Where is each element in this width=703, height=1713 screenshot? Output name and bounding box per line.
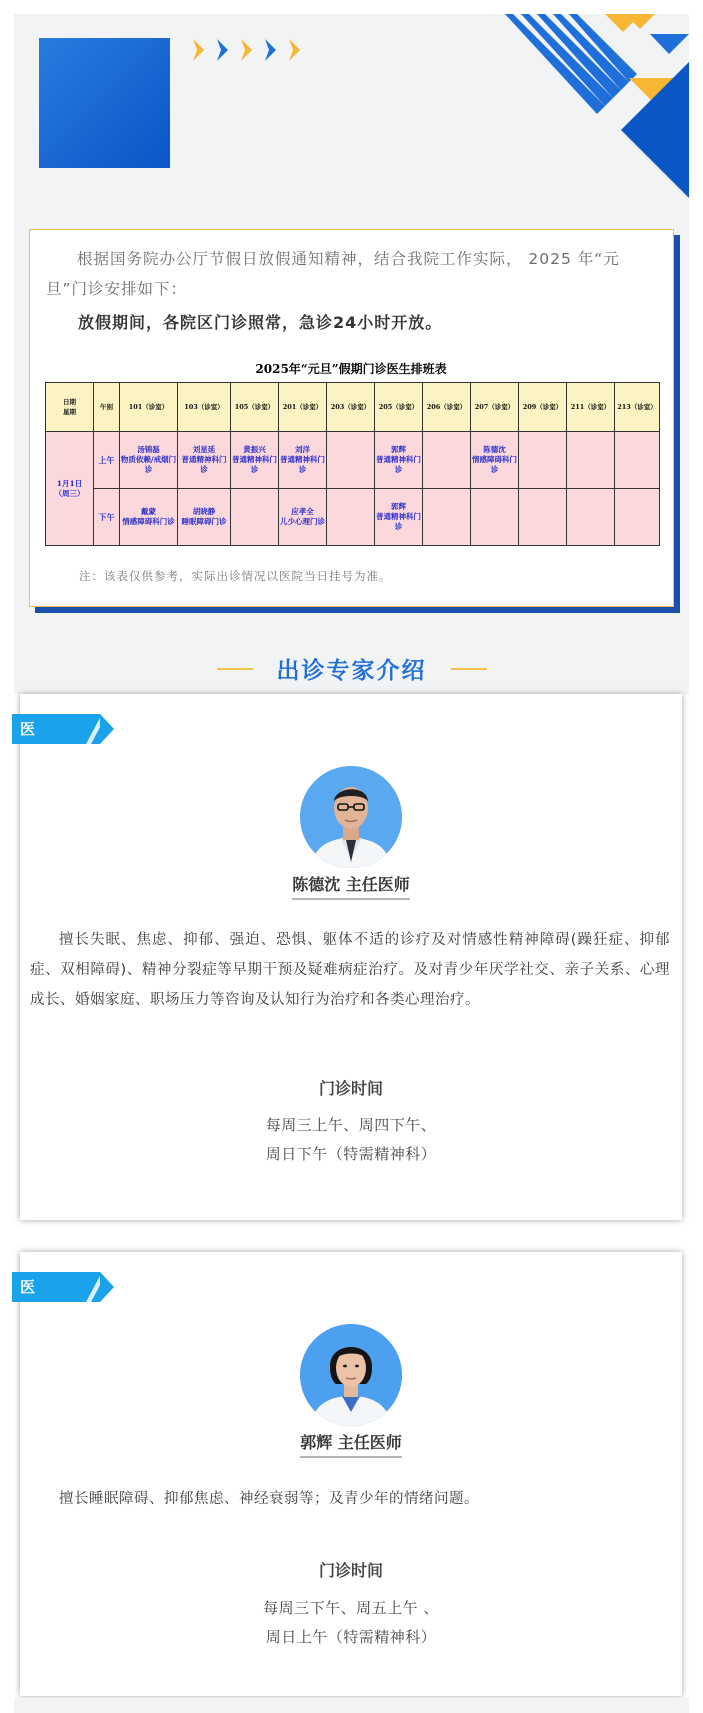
holiday-notice-card [29,229,674,607]
schedule-doctor-name: 黄振兴 [243,445,266,454]
schedule-clinic-name: 普通精神科门诊 [232,455,277,474]
weekday-label: （周三） [54,488,85,498]
header-date [46,383,94,432]
schedule-table-image [45,356,657,546]
schedule-morning-row [46,432,660,489]
decorative-corner-stripes [505,14,689,198]
schedule-cell [178,489,231,546]
schedule-doctor-name: 郭辉 [391,502,406,511]
schedule-cell [327,489,375,546]
header-room: 201（诊室） [279,383,327,432]
header-room: 206（诊室） [423,383,471,432]
schedule-clinic-name: 物质依赖/戒烟门诊 [120,455,177,474]
heading-right-line [451,668,487,670]
header-room: 103（诊室） [178,383,231,432]
decorative-blue-square [39,38,170,168]
doctor-card [20,1252,682,1696]
header-room: 207（诊室） [471,383,519,432]
schedule-doctor-name: 陈德沈 [483,445,506,454]
schedule-cell [615,489,660,546]
schedule-cell [471,432,519,489]
schedule-cell [375,432,423,489]
schedule-clinic-name: 情感障碍科门诊 [122,517,175,526]
section-title: 出诊专家介绍 [276,658,427,684]
doctor-card [20,694,682,1220]
tag-label: 医生介绍 [20,720,36,828]
clinic-hours-line: 每周三上午、周四下午、 [265,1116,437,1134]
header-room: 213（诊室） [615,383,660,432]
schedule-doctor-name: 汤锦磊 [137,445,160,454]
date-label: 1月1日 [56,478,83,488]
female-doctor-portrait-icon [300,1324,402,1426]
period-morning: 上午 [94,432,120,489]
schedule-cell [423,489,471,546]
schedule-doctor-name: 胡晓静 [192,507,216,516]
clinic-hours-line: 周日下午（特需精神科） [265,1145,437,1163]
schedule-cell [519,432,567,489]
schedule-cell [423,432,471,489]
schedule-cell [231,489,279,546]
schedule-clinic-name: 普通精神科门诊 [376,455,421,474]
schedule-header-row [46,383,660,432]
doctor-name [20,872,682,900]
schedule-cell [519,489,567,546]
schedule-title: 2025年“元旦”假期门诊医生排班表 [45,356,657,382]
schedule-cell [327,432,375,489]
schedule-clinic-name: 普通精神科门诊 [280,455,325,474]
section-heading [0,652,703,685]
schedule-clinic-name: 睡眠障碍门诊 [181,517,227,526]
schedule-clinic-name: 普通精神科门诊 [181,455,227,474]
notice-emphasis: 放假期间，各院区门诊照常，急诊24小时开放。 [78,313,443,332]
doctor-name-text: 陈德沈 主任医师 [292,872,410,900]
header-date-label: 日期 [63,398,76,406]
schedule-doctor-name: 刘星延 [192,445,216,454]
heading-left-line [217,668,253,670]
schedule-cell [471,489,519,546]
schedule-cell [567,489,615,546]
schedule-cell [375,489,423,546]
schedule-doctor-name: 刘洋 [295,445,310,454]
clinic-hours-line: 每周三下午、周五上午 、 [263,1599,439,1617]
header-room: 211（诊室） [567,383,615,432]
doctor-description: 擅长失眠、焦虑、抑郁、强迫、恐惧、躯体不适的诊疗及对情感性精神障碍(躁狂症、抑郁症、双相障碍)、精神分裂症等早期干预及疑难病症治疗。及对青少年厌学社交、亲子关系、心理成长、婚姻家庭、职场压力等咨询及认知行为治疗和各类心理治疗。 [30,932,670,1008]
schedule-clinic-name: 情感障碍科门诊 [472,455,517,474]
header-room: 105（诊室） [231,383,279,432]
schedule-cell [178,432,231,489]
clinic-hours-title: 门诊时间 [318,1079,383,1098]
tag-arrow [100,714,114,744]
clinic-hours-title: 门诊时间 [318,1561,383,1580]
header-room: 209（诊室） [519,383,567,432]
schedule-cell [231,432,279,489]
tag-label: 医生介绍 [20,1278,36,1386]
period-afternoon: 下午 [94,489,120,546]
schedule-cell [279,489,327,546]
male-doctor-portrait-icon [300,766,402,868]
schedule-cell [279,432,327,489]
header-room: 203（诊室） [327,383,375,432]
doctor-name [20,1430,682,1458]
schedule-doctor-name: 郭辉 [391,445,406,454]
schedule-cell [120,432,178,489]
doctor-description: 擅长睡眠障碍、抑郁焦虑、神经衰弱等；及青少年的情绪问题。 [59,1491,479,1507]
doctor-name-text: 郭辉 主任医师 [300,1430,402,1458]
schedule-table [45,382,660,546]
schedule-clinic-name: 普通精神科门诊 [376,512,421,531]
schedule-doctor-name: 戴蒙 [141,507,156,516]
schedule-cell [615,432,660,489]
clinic-hours-line: 周日上午（特需精神科） [265,1628,437,1646]
schedule-afternoon-row [46,489,660,546]
notice-paragraph: 根据国务院办公厅节假日放假通知精神，结合我院工作实际， 2025 年“元旦”门诊安排如下： [46,250,620,298]
header-room: 101（诊室） [120,383,178,432]
header-period: 午别 [94,383,120,432]
header-weekday-label: 星期 [63,408,76,416]
schedule-doctor-name: 应孝全 [291,507,314,516]
schedule-cell [120,489,178,546]
bottom-background-strip [14,1698,689,1713]
decorative-arrows [193,39,303,61]
schedule-cell [567,432,615,489]
header-room: 205（诊室） [375,383,423,432]
schedule-note: 注：该表仅供参考，实际出诊情况以医院当日挂号为准。 [79,569,392,583]
schedule-clinic-name: 儿少心理门诊 [280,517,325,526]
date-cell [46,432,94,546]
tag-arrow [100,1272,114,1302]
